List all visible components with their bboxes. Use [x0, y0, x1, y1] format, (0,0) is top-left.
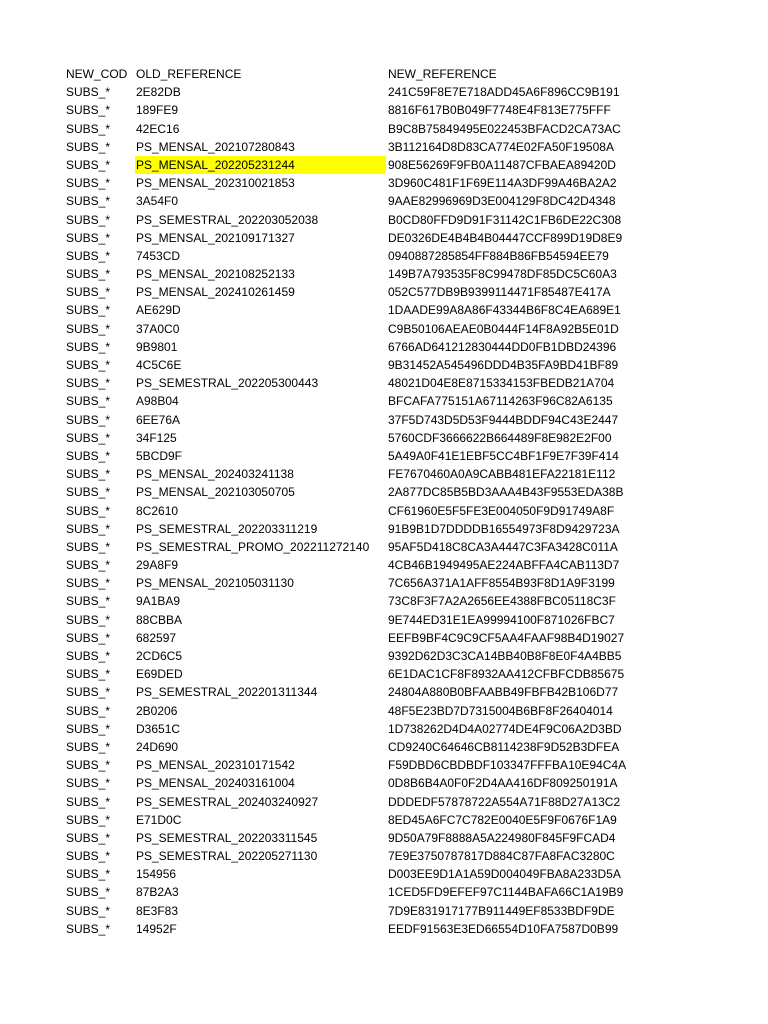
cell-old-reference[interactable]: PS_SEMESTRAL_PROMO_202211272140: [136, 539, 370, 554]
cell-new-reference[interactable]: DE0326DE4B4B4B04447CCF899D19D8E9: [388, 230, 623, 245]
cell-new-code[interactable]: SUBS_*: [66, 485, 111, 500]
cell-old-reference[interactable]: 29A8F9: [136, 558, 179, 573]
cell-old-reference[interactable]: AE629D: [136, 303, 181, 318]
cell-new-reference[interactable]: 5760CDF3666622B664489F8E982E2F00: [388, 430, 612, 445]
table-row: [66, 647, 746, 665]
cell-new-code[interactable]: SUBS_*: [66, 812, 111, 827]
cell-new-reference[interactable]: F59DBD6CBDBDF103347FFFBA10E94C4A: [388, 758, 627, 773]
cell-new-reference[interactable]: CF61960E5F5FE3E004050F9D91749A8F: [388, 503, 615, 518]
cell-old-reference[interactable]: PS_MENSAL_202105031130: [136, 576, 294, 591]
cell-new-code[interactable]: SUBS_*: [66, 503, 111, 518]
cell-new-reference[interactable]: 3B112164D8D83CA774E02FA50F19508A: [388, 139, 614, 154]
cell-new-reference[interactable]: 4CB46B1949495AE224ABFFA4CAB113D7: [388, 558, 620, 573]
cell-new-code[interactable]: SUBS_*: [66, 830, 111, 845]
cell-old-reference[interactable]: PS_SEMESTRAL_202203311219: [136, 521, 318, 536]
cell-new-code[interactable]: SUBS_*: [66, 776, 111, 791]
cell-new-code[interactable]: SUBS_*: [66, 739, 111, 754]
cell-new-reference[interactable]: EEFB9BF4C9C9CF5AA4FAAF98B4D19027: [388, 630, 625, 645]
cell-new-reference[interactable]: C9B50106AEAE0B0444F14F8A92B5E01D: [388, 321, 619, 336]
cell-new-code[interactable]: SUBS_*: [66, 685, 111, 700]
table-row: [66, 138, 746, 156]
cell-old-reference[interactable]: 8E3F83: [136, 903, 179, 918]
cell-old-reference[interactable]: 37A0C0: [136, 321, 180, 336]
table-row: [66, 447, 746, 465]
table-row: [66, 83, 746, 101]
cell-new-code[interactable]: SUBS_*: [66, 794, 111, 809]
cell-old-reference[interactable]: 6EE76A: [136, 412, 181, 427]
table-row: [66, 793, 746, 811]
cell-old-reference[interactable]: 8C2610: [136, 503, 179, 518]
cell-old-reference[interactable]: PS_SEMESTRAL_202203311545: [136, 830, 318, 845]
table-row: [66, 847, 746, 865]
cell-new-code[interactable]: SUBS_*: [66, 612, 111, 627]
cell-new-reference[interactable]: 1D738262D4D4A02774DE4F9C06A2D3BD: [388, 721, 622, 736]
table-row: [66, 538, 746, 556]
cell-new-code[interactable]: SUBS_*: [66, 394, 111, 409]
cell-old-reference[interactable]: PS_MENSAL_202310021853: [136, 176, 295, 191]
cell-old-reference[interactable]: PS_MENSAL_202103050705: [136, 485, 295, 500]
table-row: [66, 429, 746, 447]
cell-new-reference[interactable]: 7E9E3750787817D884C87FA8FAC3280C: [388, 849, 615, 864]
header-new-code[interactable]: NEW_COD: [66, 67, 128, 81]
table-row: [66, 211, 746, 229]
table-row: [66, 902, 746, 920]
table-row: [66, 174, 746, 192]
cell-new-code[interactable]: SUBS_*: [66, 576, 111, 591]
cell-new-code[interactable]: SUBS_*: [66, 649, 111, 663]
cell-old-reference[interactable]: 7453CD: [136, 248, 181, 263]
table-row: [66, 738, 746, 756]
cell-old-reference[interactable]: PS_MENSAL_202403241138: [136, 467, 294, 482]
table-row: [66, 683, 746, 701]
cell-new-code[interactable]: SUBS_*: [66, 885, 111, 900]
cell-new-code[interactable]: SUBS_*: [66, 321, 111, 336]
table-row: [66, 392, 746, 410]
cell-old-reference[interactable]: PS_MENSAL_202205231244: [135, 156, 386, 174]
table-row: [66, 192, 746, 210]
cell-new-code[interactable]: SUBS_*: [66, 376, 111, 391]
table-row: [66, 611, 746, 629]
cell-old-reference[interactable]: PS_MENSAL_202410261459: [136, 285, 295, 300]
cell-old-reference[interactable]: 189FE9: [136, 103, 179, 118]
cell-new-reference[interactable]: 1CED5FD9EFEF97C1144BAFA66C1A19B9: [388, 885, 624, 900]
cell-old-reference[interactable]: PS_SEMESTRAL_202205271130: [136, 849, 318, 864]
cell-new-reference[interactable]: FE7670460A0A9CABB481EFA22181E112: [388, 467, 616, 482]
cell-new-code[interactable]: SUBS_*: [66, 849, 111, 864]
cell-old-reference[interactable]: 24D690: [136, 739, 179, 754]
cell-old-reference[interactable]: 88CBBA: [136, 612, 183, 627]
cell-new-code[interactable]: SUBS_*: [66, 285, 111, 300]
cell-new-reference[interactable]: 9AAE82996969D3E004129F8DC42D4348: [388, 194, 616, 209]
cell-new-code[interactable]: SUBS_*: [66, 248, 111, 263]
cell-new-code[interactable]: SUBS_*: [66, 103, 111, 118]
table-row: [66, 756, 746, 774]
table-row: [66, 883, 746, 901]
table-row: [66, 556, 746, 574]
cell-new-code[interactable]: SUBS_*: [66, 921, 111, 936]
table-row: [66, 338, 746, 356]
cell-new-code[interactable]: SUBS_*: [66, 358, 111, 372]
cell-new-reference[interactable]: B9C8B75849495E022453BFACD2CA73AC: [388, 121, 621, 136]
cell-new-code[interactable]: SUBS_*: [66, 667, 111, 682]
cell-new-code[interactable]: SUBS_*: [66, 558, 111, 573]
cell-new-code[interactable]: SUBS_*: [66, 194, 111, 209]
cell-old-reference[interactable]: A98B04: [136, 394, 179, 409]
cell-old-reference[interactable]: 2CD6C5: [136, 649, 183, 663]
cell-new-code[interactable]: SUBS_*: [66, 121, 111, 136]
table-row: [66, 356, 746, 374]
table-row: [66, 465, 746, 483]
table-row: [66, 629, 746, 647]
table-row: [66, 265, 746, 283]
cell-old-reference[interactable]: 42EC16: [136, 121, 180, 136]
table-row: [66, 483, 746, 501]
cell-new-reference[interactable]: 0940887285854FF884B86FB54594EE79: [388, 248, 609, 263]
cell-new-reference[interactable]: BFCAFA775151A67114263F96C82A6135: [388, 394, 613, 409]
cell-new-code[interactable]: SUBS_*: [66, 339, 111, 354]
cell-new-reference[interactable]: 9392D62D3C3CA14BB40B8F8E0F4A4BB5: [388, 649, 622, 663]
cell-new-code[interactable]: SUBS_*: [66, 867, 111, 882]
table-row: [66, 865, 746, 883]
cell-new-reference[interactable]: 48021D04E8E8715334153FBEDB21A704: [388, 376, 615, 391]
cell-new-reference[interactable]: B0CD80FFD9D91F31142C1FB6DE22C308: [388, 212, 622, 227]
cell-old-reference[interactable]: 2E82DB: [136, 85, 181, 100]
table-row: [66, 811, 746, 829]
table-row: [66, 720, 746, 738]
cell-old-reference[interactable]: PS_SEMESTRAL_202403240927: [136, 794, 319, 809]
cell-old-reference[interactable]: PS_MENSAL_202107280843: [136, 139, 295, 154]
cell-new-reference[interactable]: 2A877DC85B5BD3AAA4B43F9553EDA38B: [388, 485, 624, 500]
cell-old-reference[interactable]: 14952F: [136, 921, 177, 936]
cell-old-reference[interactable]: 3A54F0: [136, 194, 179, 209]
cell-new-reference[interactable]: 7D9E831917177B911449EF8533BDF9DE: [388, 903, 615, 918]
table-row: [66, 520, 746, 538]
cell-old-reference[interactable]: E69DED: [136, 667, 183, 682]
table-row: [66, 574, 746, 592]
spreadsheet-grid: [66, 65, 746, 938]
cell-old-reference[interactable]: 9B9801: [136, 339, 178, 354]
table-row: [66, 665, 746, 683]
header-row: [66, 65, 746, 83]
cell-old-reference[interactable]: 154956: [136, 867, 177, 882]
cell-new-reference[interactable]: 1DAADE99A8A86F43344B6F8C4EA689E1: [388, 303, 621, 318]
cell-old-reference[interactable]: E71D0C: [136, 812, 182, 827]
cell-new-code[interactable]: SUBS_*: [66, 703, 111, 718]
table-row: [66, 320, 746, 338]
table-row: [66, 829, 746, 847]
cell-old-reference[interactable]: 5BCD9F: [136, 448, 183, 463]
cell-old-reference[interactable]: PS_SEMESTRAL_202205300443: [136, 376, 319, 391]
cell-new-reference[interactable]: 24804A880B0BFAABB49FBFB42B106D77: [388, 685, 619, 700]
cell-new-code[interactable]: SUBS_*: [66, 176, 111, 191]
table-row: [66, 502, 746, 520]
cell-new-reference[interactable]: 48F5E23BD7D7315004B6BF8F26404014: [388, 703, 613, 718]
cell-new-code[interactable]: SUBS_*: [66, 521, 111, 536]
cell-new-code[interactable]: SUBS_*: [66, 630, 111, 645]
table-row: [66, 592, 746, 610]
cell-new-code[interactable]: SUBS_*: [66, 430, 111, 445]
cell-old-reference[interactable]: D3651C: [136, 721, 181, 736]
cell-new-code[interactable]: SUBS_*: [66, 448, 111, 463]
table-body: [66, 83, 746, 938]
cell-new-code[interactable]: SUBS_*: [66, 721, 111, 736]
cell-new-code[interactable]: SUBS_*: [66, 230, 111, 245]
cell-new-code[interactable]: SUBS_*: [66, 412, 111, 427]
cell-new-reference[interactable]: 95AF5D418C8CA3A4447C3FA3428C011A: [388, 539, 618, 554]
table-row: [66, 283, 746, 301]
cell-new-code[interactable]: SUBS_*: [66, 758, 111, 773]
cell-new-reference[interactable]: 8ED45A6FC7C782E0040E5F9F0676F1A9: [388, 812, 617, 827]
cell-new-code[interactable]: SUBS_*: [66, 594, 111, 609]
table-row: [66, 374, 746, 392]
cell-new-reference[interactable]: 8816F617B0B049F7748E4F813E775FFF: [388, 103, 611, 118]
cell-old-reference[interactable]: PS_SEMESTRAL_202201311344: [136, 685, 318, 700]
cell-new-code[interactable]: SUBS_*: [66, 85, 111, 100]
table-row: [66, 120, 746, 138]
cell-old-reference[interactable]: 87B2A3: [136, 885, 179, 900]
cell-new-reference[interactable]: 91B9B1D7DDDDB16554973F8D9429723A: [388, 521, 620, 536]
table-row: [66, 301, 746, 319]
cell-new-reference[interactable]: 3D960C481F1F69E114A3DF99A46BA2A2: [388, 176, 617, 191]
cell-new-reference[interactable]: 6E1DAC1CF8F8932AA412CFBFCDB85675: [388, 667, 625, 682]
cell-new-reference[interactable]: 73C8F3F7A2A2656EE4388FBC05118C3F: [388, 594, 616, 609]
table-row: [66, 920, 746, 938]
cell-old-reference[interactable]: 4C5C6E: [136, 358, 182, 372]
cell-old-reference[interactable]: 9A1BA9: [136, 594, 181, 609]
cell-new-reference[interactable]: 241C59F8E7E718ADD45A6F896CC9B191: [388, 85, 620, 100]
cell-new-reference[interactable]: 052C577DB9B9399114471F85487E417A: [388, 285, 611, 300]
cell-old-reference[interactable]: PS_MENSAL_202109171327: [136, 230, 295, 245]
cell-new-code[interactable]: SUBS_*: [66, 157, 111, 172]
table-row: [66, 411, 746, 429]
table-row: [66, 774, 746, 792]
table-row: [66, 156, 746, 174]
cell-new-reference[interactable]: 149B7A793535F8C99478DF85DC5C60A3: [388, 267, 617, 282]
cell-new-reference[interactable]: 908E56269F9FB0A11487CFBAEA89420D: [388, 157, 616, 172]
cell-new-code[interactable]: SUBS_*: [66, 539, 111, 554]
cell-new-code[interactable]: SUBS_*: [66, 212, 111, 227]
cell-new-reference[interactable]: DDDEDF57878722A554A71F88D27A13C2: [388, 794, 621, 809]
table-row: [66, 101, 746, 119]
cell-new-reference[interactable]: 5A49A0F41E1EBF5CC4BF1F9E7F39F414: [388, 448, 619, 463]
cell-new-reference[interactable]: 0D8B6B4A0F0F2D4AA416DF809250191A: [388, 776, 618, 791]
cell-new-reference[interactable]: EEDF91563E3ED66554D10FA7587D0B99: [388, 921, 619, 936]
header-new-reference[interactable]: NEW_REFERENCE: [388, 67, 497, 81]
cell-old-reference[interactable]: PS_MENSAL_202108252133: [136, 267, 295, 282]
cell-old-reference[interactable]: PS_MENSAL_202403161004: [136, 776, 295, 791]
cell-new-code[interactable]: SUBS_*: [66, 467, 111, 482]
table-row: [66, 229, 746, 247]
cell-new-reference[interactable]: 9B31452A545496DDD4B35FA9BD41BF89: [388, 358, 619, 372]
cell-new-reference[interactable]: 9D50A79F8888A5A224980F845F9FCAD4: [388, 830, 616, 845]
cell-new-code[interactable]: SUBS_*: [66, 139, 111, 154]
cell-new-code[interactable]: SUBS_*: [66, 303, 111, 318]
cell-old-reference[interactable]: 2B0206: [136, 703, 178, 718]
cell-new-reference[interactable]: 37F5D743D5D53F9444BDDF94C43E2447: [388, 412, 619, 427]
cell-new-code[interactable]: SUBS_*: [66, 267, 111, 282]
cell-new-reference[interactable]: 6766AD641212830444DD0FB1DBD24396: [388, 339, 617, 354]
cell-old-reference[interactable]: PS_SEMESTRAL_202203052038: [136, 212, 319, 227]
cell-new-reference[interactable]: D003EE9D1A1A59D004049FBA8A233D5A: [388, 867, 621, 882]
table-row: [66, 247, 746, 265]
header-old-reference[interactable]: OLD_REFERENCE: [136, 67, 242, 81]
cell-new-reference[interactable]: CD9240C64646CB8114238F9D52B3DFEA: [388, 739, 620, 754]
cell-old-reference[interactable]: PS_MENSAL_202310171542: [136, 758, 295, 773]
table-row: [66, 702, 746, 720]
cell-new-reference[interactable]: 9E744ED31E1EA99994100F871026FBC7: [388, 612, 615, 627]
cell-new-reference[interactable]: 7C656A371A1AFF8554B93F8D1A9F3199: [388, 576, 615, 591]
cell-old-reference[interactable]: 682597: [136, 630, 177, 645]
cell-new-code[interactable]: SUBS_*: [66, 903, 111, 918]
cell-old-reference[interactable]: 34F125: [136, 430, 177, 445]
